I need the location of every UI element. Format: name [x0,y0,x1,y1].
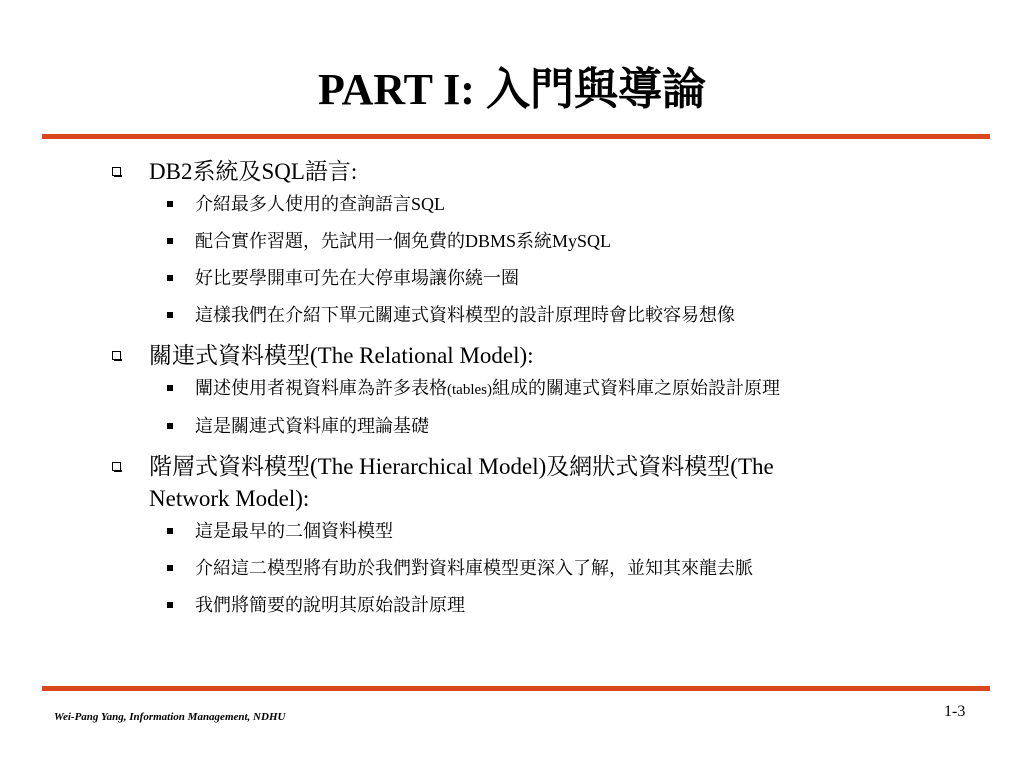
item-text: 系統 [516,231,553,252]
item-text: 這是關連式資料庫的理論基礎 [195,416,429,437]
square-bullet-icon [167,238,173,244]
square-bullet-icon [167,312,173,318]
square-bullet-icon [167,602,173,608]
sub-list [112,376,972,439]
hollow-square-bullet-icon [112,462,121,471]
heading-text: (The [730,454,774,479]
square-bullet-icon [167,385,173,391]
square-bullet-icon [167,201,173,207]
heading-text: Network Model): [149,486,310,511]
list-item [112,229,972,254]
item-text: 介紹最多人使用的 [195,194,339,215]
square-bullet-icon [167,528,173,534]
square-bullet-icon [167,565,173,571]
heading-text: DB2 [149,159,193,184]
hollow-square-bullet-icon [112,167,121,176]
list-item [112,266,972,291]
item-text: 查詢語言 [339,194,411,215]
item-text: (tables) [447,382,492,398]
heading-text: (The Hierarchical Model) [310,454,547,479]
item-text: SQL [411,194,446,214]
heading-text: 系統及 [192,159,262,185]
list-item [112,519,972,544]
page-number: 1-3 [944,703,966,720]
section-heading-hierarchical-network [112,451,972,515]
heading-text: 及網狀式資料模型 [546,454,731,480]
section-heading-sql [112,156,972,188]
item-text: 這是最早的二個資料模型 [195,521,393,542]
sub-list [112,192,972,328]
item-text: DBMS [465,231,517,251]
hollow-square-bullet-icon [112,351,121,360]
heading-text: (The Relational Model): [310,343,534,368]
item-text: 我們將簡要的說明其原始設計原理 [195,595,465,616]
slide-title [0,62,1024,118]
list-item [112,192,972,217]
item-text: 這樣我們在介紹下單元關連式資料模型的設計原理時會比較容易想像 [195,305,735,326]
heading-text: : [350,159,358,184]
slide-content [112,154,972,630]
item-text: 好比要學開車可先在大停車場讓你繞一圈 [195,268,519,289]
item-text: 闡述使用者視資料庫為許多表格 [195,378,447,399]
title-divider [42,134,990,139]
slide-title-cjk: 入門與導論 [485,64,706,115]
footer-divider [42,686,990,691]
list-item [112,556,972,581]
sub-list [112,519,972,618]
square-bullet-icon [167,275,173,281]
heading-text: 語言 [304,159,351,185]
item-text: MySQL [552,231,612,251]
section-heading-relational [112,340,972,372]
heading-text: 關連式資料模型 [149,343,310,369]
heading-text: SQL [261,159,305,184]
list-item [112,303,972,328]
square-bullet-icon [167,423,173,429]
list-item [112,376,972,402]
list-item [112,414,972,439]
slide-title-latin: PART I: [318,65,486,114]
item-text: 介紹這二模型將有助於我們對資料庫模型更深入了解，並知其來龍去脈 [195,558,753,579]
list-item [112,593,972,618]
footer-credit: Wei-Pang Yang, Information Management, NDHU [54,711,286,723]
item-text: 配合實作習題，先試用一個免費的 [195,231,465,252]
item-text: 組成的關連式資料庫之原始設計原理 [491,378,780,399]
heading-text: 階層式資料模型 [149,454,310,480]
